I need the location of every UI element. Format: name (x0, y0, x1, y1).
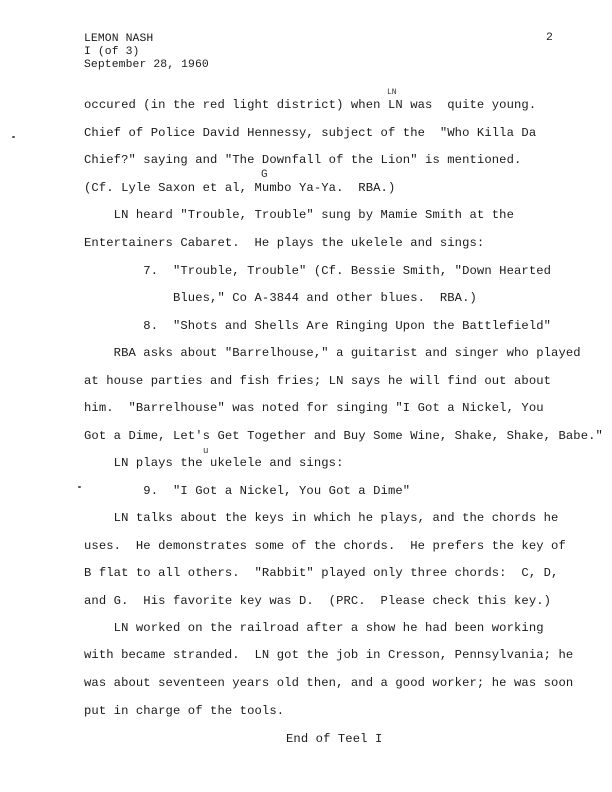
song-line: 8. "Shots and Shells Are Ringing Upon the Battlefield" (84, 319, 552, 333)
page-number: 2 (546, 32, 553, 44)
header-name: LEMON NASH (84, 33, 154, 45)
body-line: with became stranded. LN got the job in Cresson, Pennsylvania; he (84, 648, 574, 662)
body-line: LN talks about the keys in which he plays, and the chords he (84, 511, 559, 525)
body-line: and G. His favorite key was D. (PRC. Please check this key.) (84, 594, 552, 608)
body-line: Entertainers Cabaret. He plays the ukelele and sings: (84, 236, 485, 250)
body-line: put in charge of the tools. (84, 704, 285, 718)
body-line: Chief?" saying and "The Downfall of the Lion" is mentioned. (84, 153, 522, 167)
body-line: was about seventeen years old then, and a good worker; he was soon (84, 676, 574, 690)
body-line: (Cf. Lyle Saxon et al, Mumbo Ya-Ya. RBA.) (84, 181, 396, 195)
annotation-ln-mark: LN (387, 88, 397, 97)
song-line: 9. "I Got a Nickel, You Got a Dime" (84, 484, 411, 498)
body-line: LN plays the ukelele and sings: (84, 456, 344, 470)
body-line: RBA asks about "Barrelhouse," a guitarist and singer who played (84, 346, 581, 360)
header-reel: I (of 3) (84, 46, 140, 58)
body-line: Chief of Police David Hennessy, subject of the "Who Killa Da (84, 126, 537, 140)
scan-speck (78, 486, 81, 488)
annotation-mumbo-mark: G (261, 169, 268, 181)
scan-speck (12, 136, 15, 138)
footer-end-of-reel: End of Teel I (286, 732, 383, 746)
body-line: occured (in the red light district) when LN was quite young. (84, 98, 537, 112)
header-date: September 28, 1960 (84, 59, 209, 71)
body-line: uses. He demonstrates some of the chords. He prefers the key of (84, 539, 566, 553)
body-line: Got a Dime, Let's Get Together and Buy Some Wine, Shake, Shake, Babe." (84, 429, 603, 443)
song-line: 7. "Trouble, Trouble" (Cf. Bessie Smith, "Down Hearted (84, 264, 552, 278)
body-line: LN heard "Trouble, Trouble" sung by Mamie Smith at the (84, 208, 514, 222)
body-line: at house parties and fish fries; LN says he will find out about (84, 374, 552, 388)
annotation-ukelele-mark: u (203, 446, 209, 456)
body-line: B flat to all others. "Rabbit" played only three chords: C, D, (84, 566, 559, 580)
song-line: Blues," Co A-3844 and other blues. RBA.) (84, 291, 477, 305)
body-line: LN worked on the railroad after a show he had been working (84, 621, 544, 635)
body-line: him. "Barrelhouse" was noted for singing "I Got a Nickel, You (84, 401, 544, 415)
